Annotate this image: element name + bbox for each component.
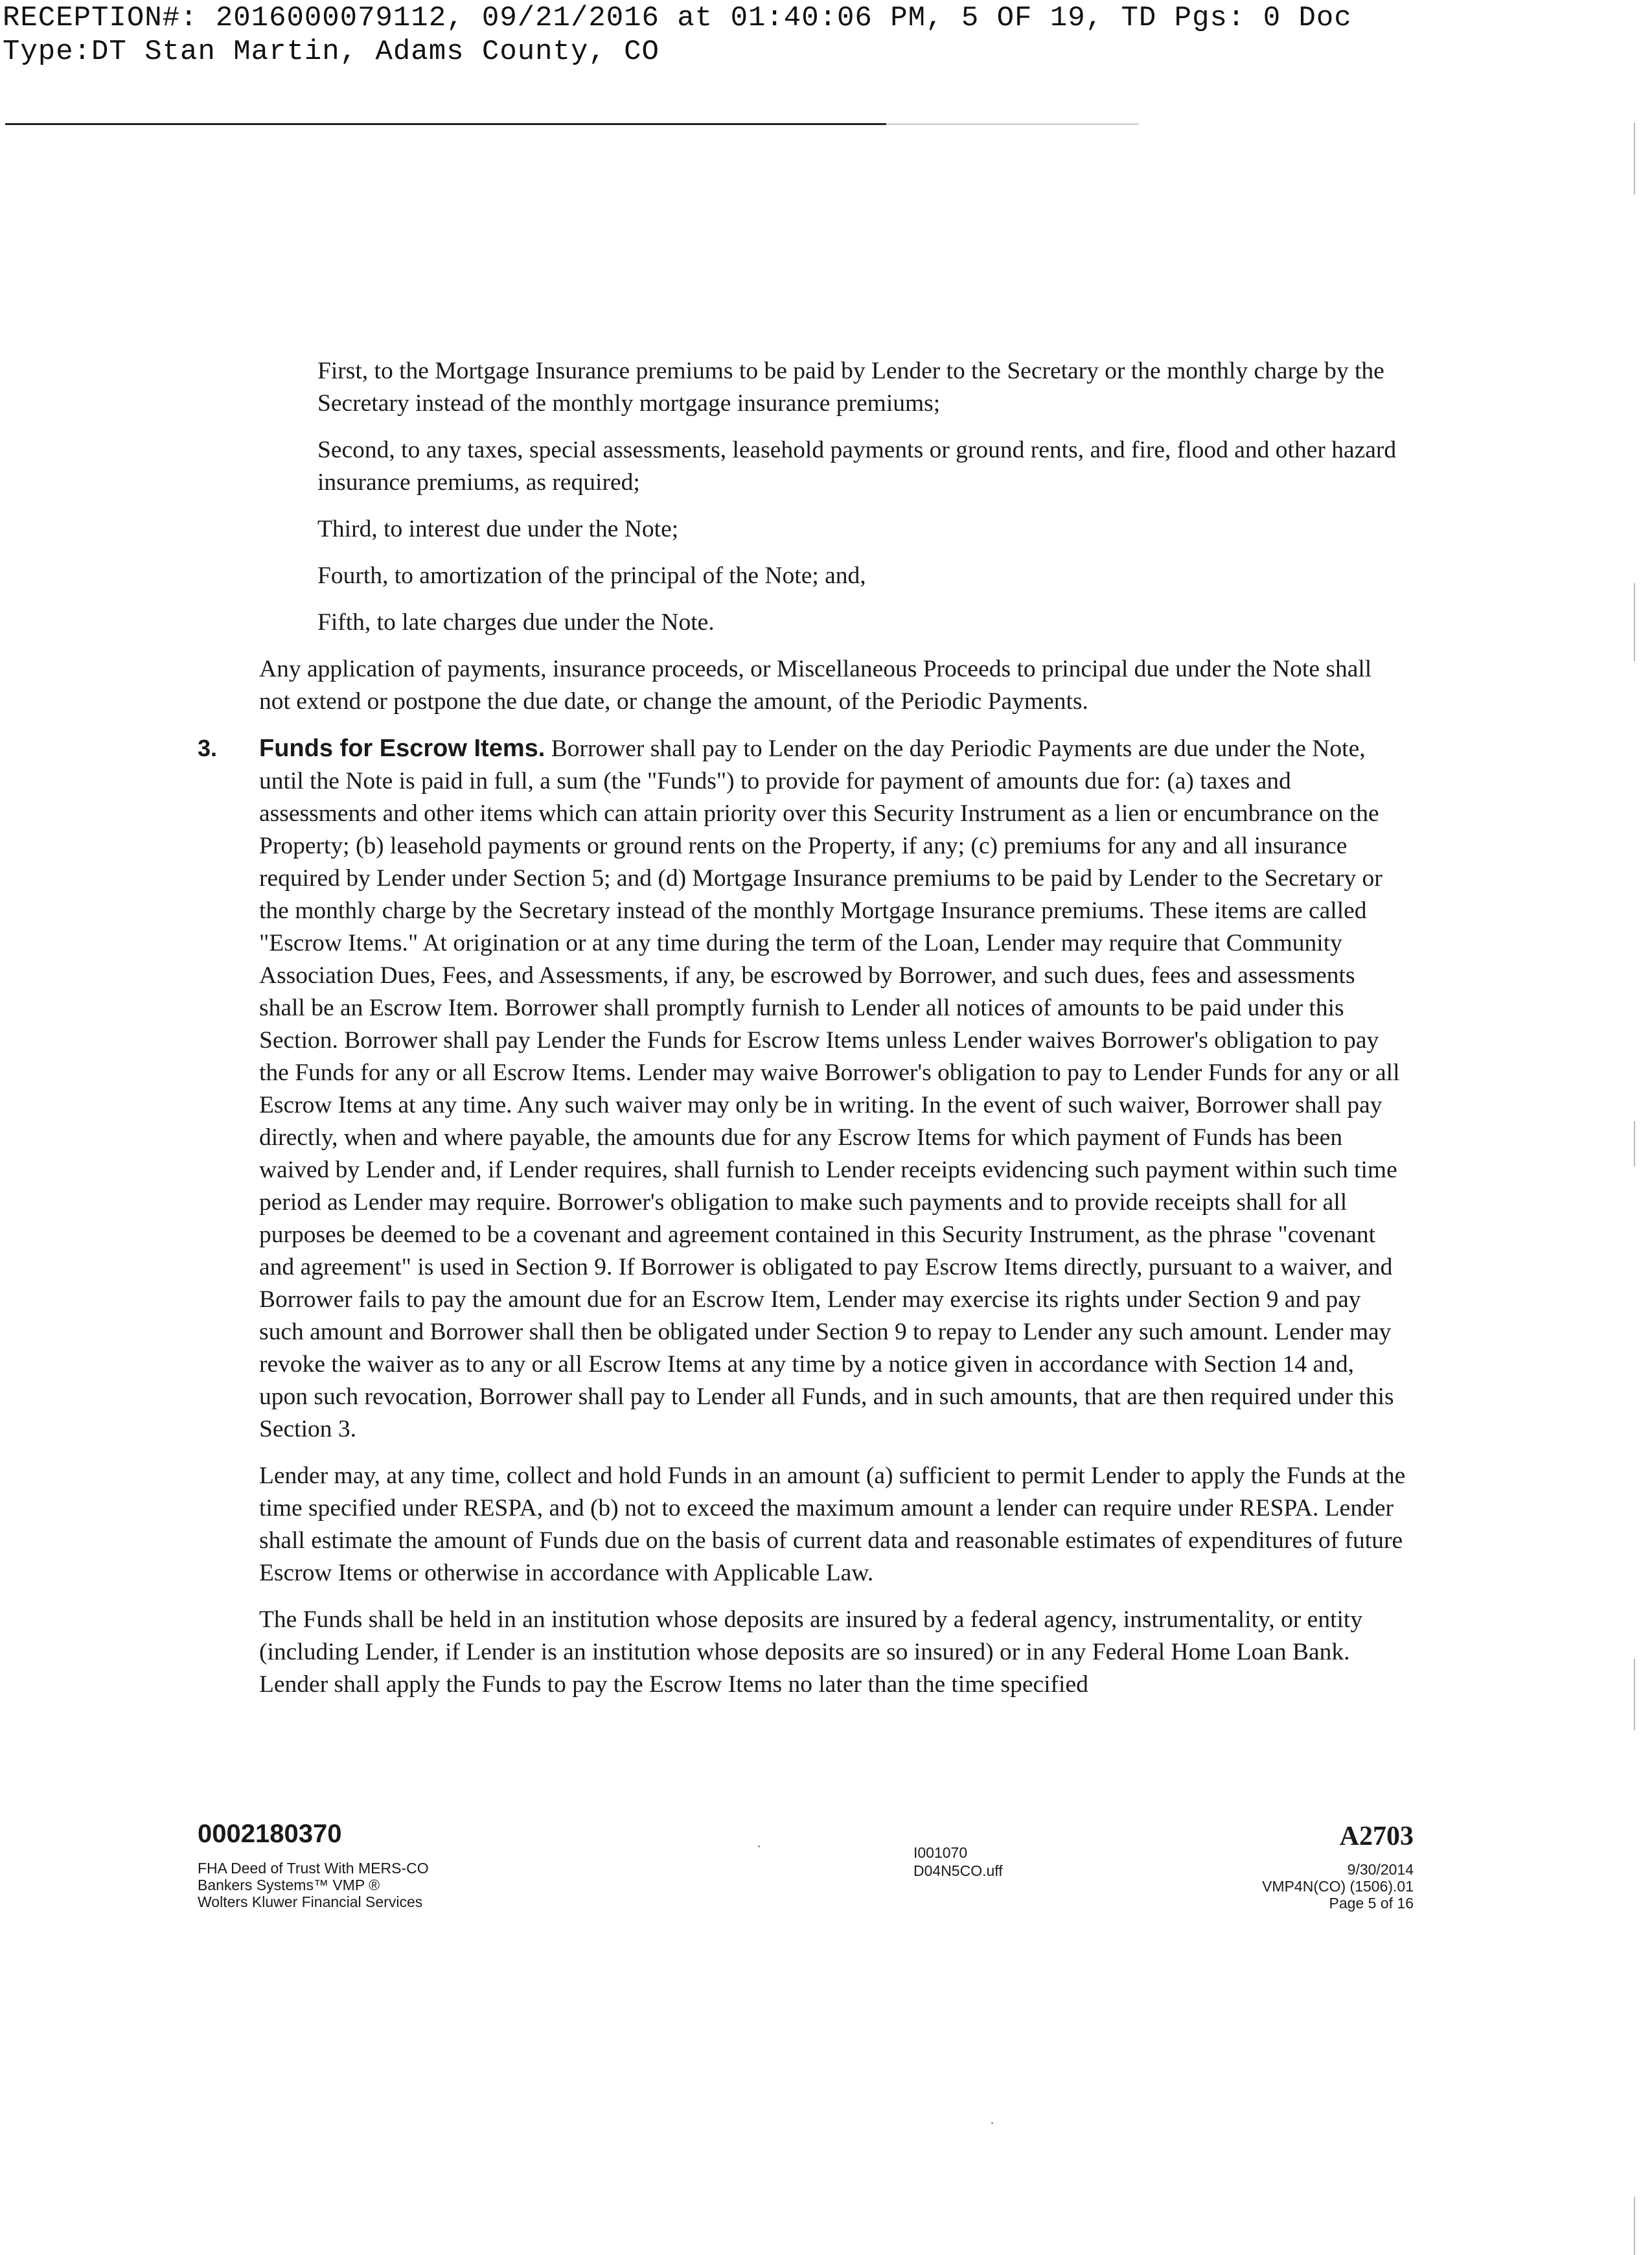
file-id: I001070 (913, 1844, 968, 1861)
recording-stamp-line-1: RECEPTION#: 2016000079112, 09/21/2016 at 01:40:06 PM, 5 OF 19, TD Pgs: 0 Doc (3, 2, 1352, 34)
section-3-text: Borrower shall pay to Lender on the day Periodic Payments are due under the Note, until the Note is paid in full, a sum (the "Funds") to provide for payment of amounts due for: (a) taxes and assessments and other items which can attain priority over this Security Instrument as a lien or encumbrance on the Property; (b) leasehold payments or ground rents on the Property, if any; (c) premiums for any and all insurance required by Lender under Section 5; and (d) Mortgage Insurance premiums to be paid by Lender to the Secretary or the monthly charge by the Secretary instead of the monthly Mortgage Insurance premiums. These items are called "Escrow Items." At origination or at any time during the term of the Loan, Lender may require that Community Association Dues, Fees, and Assessments, if any, be escrowed by Borrower, and such dues, fees and assessments shall be an Escrow Item. Borrower shall promptly furnish to Lender all notices of amounts to be paid under this Section. Borrower shall pay Lender the Funds for Escrow Items unless Lender waives Borrower's obligation to pay the Funds for any or all Escrow Items. Lender may waive Borrower's obligation to pay to Lender Funds for any or all Escrow Items at any time. Any such waiver may only be in writing. In the event of such waiver, Borrower shall pay directly, when and where payable, the amounts due for any Escrow Items for which payment of Funds has been waived by Lender and, if Lender requires, shall furnish to Lender receipts evidencing such payment within such time period as Lender may require. Borrower's obligation to make such payments and to provide receipts shall for all purposes be deemed to be a covenant and agreement contained in this Security Instrument, as the phrase "covenant and agreement" is used in Section 9. If Borrower is obligated to pay Escrow Items directly, pursuant to a waiver, and Borrower fails to pay the amount due for an Escrow Item, Lender may exercise its rights under Section 9 and pay such amount and Borrower shall then be obligated under Section 9 to repay to Lender any such amount. Lender may revoke the waiver as to any or all Escrow Items at any time by a notice given in accordance with Section 14 and, upon such revocation, Borrower shall pay to Lender all Funds, and in such amounts, that are then required under this Section 3. (259, 735, 1400, 1442)
form-date: 9/30/2014 (1347, 1861, 1414, 1878)
document-body (198, 355, 1406, 1701)
scan-edge-mark (1634, 2197, 1635, 2255)
payment-order-fourth: Fourth, to amortization of the principal of the Note; and, (317, 562, 866, 589)
file-name: D04N5CO.uff (913, 1862, 1003, 1879)
payment-order-third: Third, to interest due under the Note; (317, 516, 679, 542)
scan-edge-mark (1634, 1121, 1635, 1166)
section-3-paragraph-2: Lender may, at any time, collect and hold Funds in an amount (a) sufficient to permit Lender to apply the Funds at the time specified under RESPA, and (b) not to exceed the maximum amount a lender can require under RESPA. Lender shall estimate the amount of Funds due on the basis of current data and reasonable estimates of expenditures of future Escrow Items or otherwise in accordance with Applicable Law. (259, 1463, 1406, 1586)
footer-file-info (913, 1844, 1003, 1880)
header-rule (5, 123, 886, 125)
application-paragraph: Any application of payments, insurance proceeds, or Miscellaneous Proceeds to principal due under the Note shall not extend or postpone the due date, or change the amount, of the Periodic Payments. (259, 656, 1372, 715)
section-3-number: 3. (198, 735, 218, 761)
section-3-paragraph-3: The Funds shall be held in an institution whose deposits are insured by a federal agency, instrumentality, or entity (including Lender, if Lender is an institution whose deposits are so insured) or in any Federal Home Loan Bank. Lender shall apply the Funds to pay the Escrow Items no later than the time specified (259, 1606, 1363, 1698)
footer-form-info (198, 1860, 429, 1910)
payment-order-fifth: Fifth, to late charges due under the Note. (317, 609, 715, 636)
scan-speck (758, 1845, 760, 1847)
scan-edge-mark (1634, 123, 1635, 194)
scan-edge-mark (1634, 583, 1635, 661)
loan-number: 0002180370 (198, 1820, 342, 1848)
document-code: A2703 (1339, 1821, 1414, 1851)
recording-stamp-line-2: Type:DT Stan Martin, Adams County, CO (3, 36, 660, 68)
scan-edge-mark (1634, 1659, 1635, 1730)
form-code: VMP4N(CO) (1506).01 (1262, 1878, 1414, 1895)
section-3-heading: Funds for Escrow Items. (259, 735, 545, 762)
form-name: FHA Deed of Trust With MERS-CO (198, 1860, 429, 1877)
vendor-name: Bankers Systems™ VMP ® (198, 1877, 380, 1893)
company-name: Wolters Kluwer Financial Services (198, 1893, 423, 1910)
footer-page-info (1262, 1861, 1414, 1912)
recording-stamp (3, 1, 1648, 69)
payment-order-first: First, to the Mortgage Insurance premiums to be paid by Lender to the Secretary or the monthly charge by the Secretary instead of the monthly mortgage insurance premiums; (317, 358, 1384, 417)
section-3-paragraph (198, 732, 1406, 1446)
payment-order-second: Second, to any taxes, special assessments, leasehold payments or ground rents, and fire, flood and other hazard insurance premiums, as required; (317, 437, 1397, 496)
page-number: Page 5 of 16 (1329, 1895, 1414, 1912)
scan-speck (991, 2122, 993, 2124)
